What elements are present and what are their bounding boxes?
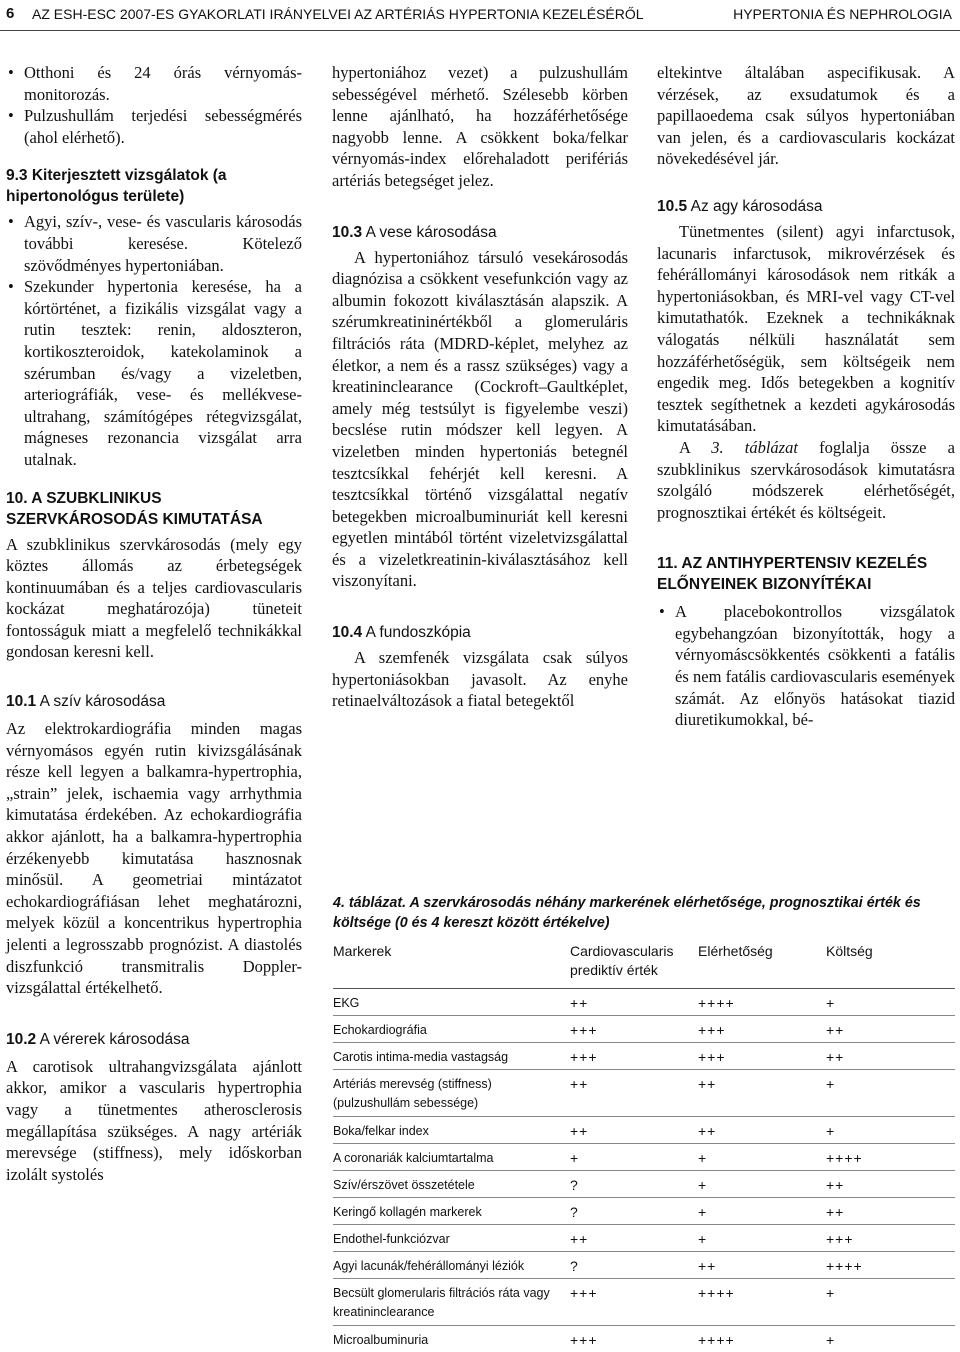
- table-row: Becsült glomerularis filtrációs ráta vagy kreatininclearance +++ ++++ +: [333, 1279, 955, 1326]
- table-row: Agyi lacunák/fehérállományi léziók ? ++ ++++: [333, 1252, 955, 1279]
- list-item: • Pulzushullám terjedési sebességmérés (ahol elérhető).: [8, 106, 302, 147]
- column-header: Cardiovascularis prediktív érték: [570, 943, 674, 978]
- column-2: [332, 62, 628, 712]
- table-row: Keringő kollagén markerek ? + ++: [333, 1198, 955, 1225]
- paragraph: A 3. táblázat foglalja össze a szubklinikus szervkárosodások kimutatásra szolgáló módszerek elérhetőségét, prognosztikai értékét és költségeit.: [657, 437, 955, 522]
- column-3: [657, 62, 955, 731]
- table-caption: 4. táblázat. A szervkárosodás néhány markerének elérhetősége, prognosztikai érték és költsége (0 és 4 kereszt között értékelve): [333, 895, 921, 931]
- section-heading-10-1: 10.1 A szív károsodása: [6, 693, 166, 711]
- page-number: 6: [6, 5, 15, 22]
- paragraph: Az elektrokardiográfia minden magas vérnyomásos egyén rutin kivizsgálásának része kell legyen a balkamra-hypertrophia, „strain” jelek, ischaemia vagy arrhythmia kimutatása érdekében. Az echokardiográfia akkor ajánlott, ha a balkamra-hypertrophia érzékenyebb kimutatása hasznosnak minősül. A geometriai mintázatot echokardiográfiásan lehet meghatározni, melyek közül a koncentrikus hypertrophia jelenti a legrosszabb prognózist. A diastolés diszfunkció transmitralis Doppler-vizsgálattal értékelhető.: [6, 719, 302, 998]
- paragraph: Tünetmentes (silent) agyi infarctusok, lacunaris infarctusok, mikrovérzések és fehérállományi károsodások nem ritkák a hypertoniásokban, és MRI-vel vagy CT-vel kimutathatók. Ezeknek a technikáknak válogatás nélküli használatát sem hozzáférhetőségük, sem költségeik nem engedik meg. Idős betegekben a kognitív tesztek segíthetnek a kezdeti agykárosodás kimutatásában.: [657, 221, 955, 436]
- page-header: [0, 0, 960, 31]
- section-heading-11: 11. AZ ANTIHYPERTENSIV KEZELÉS ELŐNYEINEK BIZONYÍTÉKAI: [657, 555, 928, 594]
- running-title: AZ ESH-ESC 2007-ES GYAKORLATI IRÁNYELVEI AZ ARTÉRIÁS HYPERTONIA KEZELÉSÉRŐL: [32, 6, 644, 22]
- list-item: • A placebokontrollos vizsgálatok egybehangzóan bizonyították, hogy a vérnyomáscsökkentés csökkenti a fatális és nem fatális cardiovascularis események számát. Az előnyös hatásokat tiazid diuretikumokkal, bé-: [659, 602, 955, 730]
- column-header: Markerek: [333, 943, 392, 959]
- table-row: Echokardiográfia +++ +++ ++: [333, 1016, 955, 1043]
- table-row: EKG ++ ++++ +: [333, 989, 955, 1016]
- section-heading-10-2: 10.2 A vérerek károsodása: [6, 1030, 190, 1048]
- table-row: Microalbuminuria +++ ++++ +: [333, 1332, 836, 1348]
- column-1: [6, 62, 302, 1185]
- table-row: Szív/érszövet összetétele ? + ++: [333, 1171, 955, 1198]
- table-row: Boka/felkar index ++ ++ +: [333, 1117, 955, 1144]
- table-header-row: [333, 942, 955, 989]
- section-title: HYPERTONIA ÉS NEPHROLOGIA: [733, 6, 952, 22]
- list-item: • Agyi, szív-, vese- és vascularis károsodás további keresése. Kötelező szövődményes hypertoniában.: [8, 212, 302, 275]
- section-heading-10-5: 10.5 Az agy károsodása: [657, 197, 823, 215]
- paragraph: eltekintve általában aspecifikusak. A vérzések, az exsudatumok és a papillaoedema csak súlyos hypertoniában van jelen, és a cardiovascularis kockázat növekedésével jár.: [657, 63, 955, 169]
- column-header: Elérhetőség: [698, 943, 773, 959]
- column-header: Költség: [826, 943, 873, 959]
- list-item: • Otthoni és 24 órás vérnyomás-monitorozás.: [8, 63, 302, 104]
- paragraph: A carotisok ultrahangvizsgálata ajánlott akkor, amikor a vascularis hypertrophia vagy a tünetmentes atherosclerosis megállapítása szükséges. A nagy artériák merevsége (stiffness), mely időskorban izolált systolés: [6, 1056, 302, 1184]
- paragraph: A szemfenék vizsgálata csak súlyos hypertoniásokban javasolt. Az enyhe retinaelváltozások a fiatal betegektől: [332, 648, 628, 711]
- section-heading-9-3: 9.3 Kiterjesztett vizsgálatok (a hipertonológus területe): [6, 167, 227, 206]
- list-item: • Szekunder hypertonia keresése, ha a kórtörténet, a fizikális vizsgálat vagy a rutin tesztek: renin, aldoszteron, kortikoszteroidok, katekolaminok a szérumban és/vagy a vizeletben, arteriográfiák, vese- és mellékvese-ultrahang, számítógépes rétegvizsgálat, mágneses rezonancia vizsgálat arra utalnak.: [8, 277, 302, 469]
- table-row: Endothel-funkciózvar ++ + +++: [333, 1225, 955, 1252]
- table-row: A coronariák kalciumtartalma + + ++++: [333, 1144, 955, 1171]
- section-heading-10-3: 10.3 A vese károsodása: [332, 223, 497, 241]
- paragraph: A szubklinikus szervkárosodás (mely egy köztes állomás az érbetegségek kontinuumában és a teljes cardiovascularis kockázat meghatározója) tüneteit fontosságuk miatt a megfelelő technikákkal gondosan keresni kell.: [6, 534, 302, 662]
- paragraph: hypertoniához vezet) a pulzushullám sebességével mérhető. Szélesebb körben lenne ajánlható, ha hozzáférhetősége nagyobb lenne. A csökkent boka/felkar vérnyomás-index előrehaladott perifériás artériás betegséget jelez.: [332, 63, 628, 190]
- table-row: Carotis intima-media vastagság +++ +++ ++: [333, 1043, 955, 1070]
- paragraph: A hypertoniához társuló vesekárosodás diagnózisa a csökkent vesefunkción vagy az albumin fokozott kiválasztásán alapszik. A szérumkreatininértékből a glomeruláris filtrációs ráta (MDRD-képlet, melyhez az életkor, a nem és a rassz szükséges) vagy a kreatininclearance (Cockroft–Gaultképlet, amely még testsúlyt is figyelembe veszi) becslése rutin módszer kell legyen. A vizeletben minden hypertoniás betegnél tesztcsíkkal fehérjét kell keresni. A tesztcsíkkal történő vizsgálattal negatív betegekben microalbuminuriát kell keresni egyetlen mintából történt vizeletvizsgálattal és a vizeletkreatinin-kiválasztásához kell viszonyítani.: [332, 247, 628, 591]
- table-row: Artériás merevség (stiffness) (pulzushullám sebessége) ++ ++ +: [333, 1070, 955, 1117]
- marker-table: [333, 942, 955, 1352]
- section-heading-10: 10. A SZUBKLINIKUS SZERVKÁROSODÁS KIMUTATÁSA: [6, 489, 263, 528]
- table-reference: 3. táblázat: [711, 437, 798, 457]
- section-heading-10-4: 10.4 A fundoszkópia: [332, 624, 471, 642]
